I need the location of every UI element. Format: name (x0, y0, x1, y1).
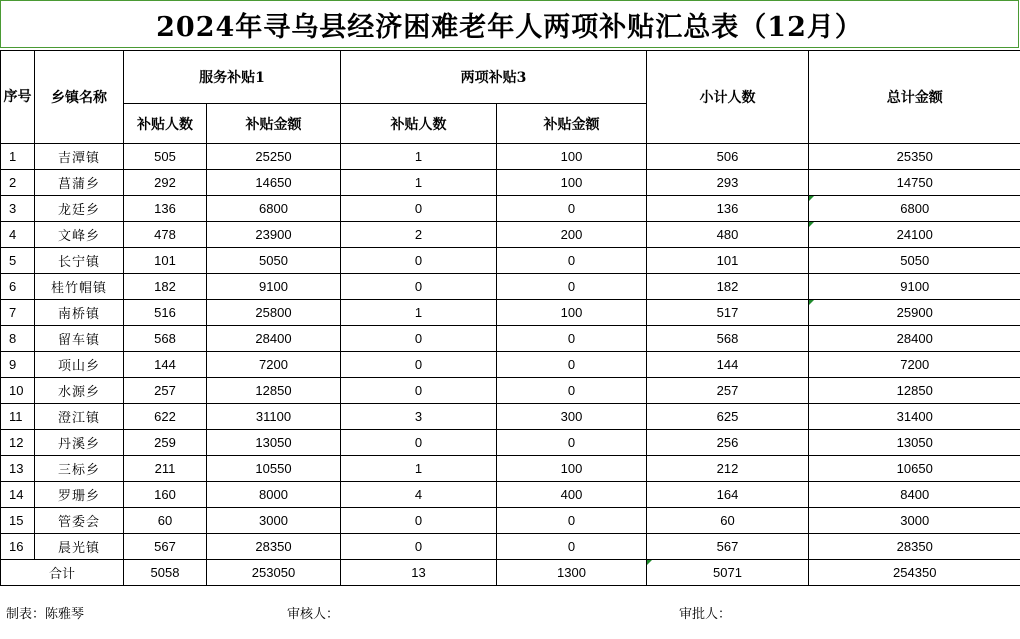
subtotal-people: 136 (647, 196, 809, 222)
two-amount: 100 (497, 456, 647, 482)
row-number: 10 (1, 378, 35, 404)
service-amount: 25800 (207, 300, 341, 326)
town-name: 留车镇 (35, 326, 124, 352)
subtotal-people: 257 (647, 378, 809, 404)
prepared-by: 制表：陈雅琴 (6, 607, 85, 622)
total-amount: 5050 (809, 248, 1020, 274)
row-number: 15 (1, 508, 35, 534)
two-count: 0 (341, 534, 497, 560)
row-number: 13 (1, 456, 35, 482)
header-service-amount: 补贴金额 (207, 104, 341, 144)
totals-service-amount: 253050 (207, 560, 341, 586)
header-service-count: 补贴人数 (124, 104, 207, 144)
row-number: 14 (1, 482, 35, 508)
two-amount: 400 (497, 482, 647, 508)
two-count: 0 (341, 508, 497, 534)
table-row (1, 300, 1020, 326)
table-row (1, 508, 1020, 534)
town-name: 项山乡 (35, 352, 124, 378)
table-row (1, 378, 1020, 404)
table-row (1, 248, 1020, 274)
two-count: 0 (341, 274, 497, 300)
service-count: 516 (124, 300, 207, 326)
two-amount: 300 (497, 404, 647, 430)
two-amount: 0 (497, 508, 647, 534)
service-count: 144 (124, 352, 207, 378)
total-amount: 28350 (809, 534, 1020, 560)
total-amount: 12850 (809, 378, 1020, 404)
two-amount: 0 (497, 534, 647, 560)
header-two-amount: 补贴金额 (497, 104, 647, 144)
town-name: 罗珊乡 (35, 482, 124, 508)
row-number: 1 (1, 144, 35, 170)
row-number: 2 (1, 170, 35, 196)
subtotal-people: 164 (647, 482, 809, 508)
subtotal-people: 182 (647, 274, 809, 300)
two-amount: 200 (497, 222, 647, 248)
two-count: 0 (341, 196, 497, 222)
reviewer: 审核人： (287, 607, 340, 622)
totals-service-count: 5058 (124, 560, 207, 586)
totals-two-count: 13 (341, 560, 497, 586)
service-count: 182 (124, 274, 207, 300)
town-name: 吉潭镇 (35, 144, 124, 170)
row-number: 16 (1, 534, 35, 560)
service-amount: 23900 (207, 222, 341, 248)
town-name: 桂竹帽镇 (35, 274, 124, 300)
two-count: 1 (341, 144, 497, 170)
two-amount: 0 (497, 248, 647, 274)
two-amount: 0 (497, 196, 647, 222)
service-amount: 14650 (207, 170, 341, 196)
service-count: 160 (124, 482, 207, 508)
two-amount: 0 (497, 430, 647, 456)
town-name: 菖蒲乡 (35, 170, 124, 196)
service-amount: 9100 (207, 274, 341, 300)
service-count: 259 (124, 430, 207, 456)
total-amount: 9100 (809, 274, 1020, 300)
two-amount: 0 (497, 274, 647, 300)
row-number: 4 (1, 222, 35, 248)
service-amount: 8000 (207, 482, 341, 508)
total-amount: 10650 (809, 456, 1020, 482)
totals-label: 合计 (1, 560, 124, 586)
two-count: 0 (341, 430, 497, 456)
service-count: 60 (124, 508, 207, 534)
service-amount: 31100 (207, 404, 341, 430)
total-amount: 8400 (809, 482, 1020, 508)
subtotal-people: 256 (647, 430, 809, 456)
total-amount: 14750 (809, 170, 1020, 196)
town-name: 长宁镇 (35, 248, 124, 274)
service-count: 211 (124, 456, 207, 482)
service-amount: 10550 (207, 456, 341, 482)
header-subtotal-people: 小计人数 (647, 51, 809, 144)
two-count: 1 (341, 456, 497, 482)
row-number: 3 (1, 196, 35, 222)
total-amount: 6800 (809, 196, 1020, 222)
subsidy-table (0, 50, 1020, 586)
service-count: 478 (124, 222, 207, 248)
town-name: 澄江镇 (35, 404, 124, 430)
two-count: 0 (341, 378, 497, 404)
sheet-footer (0, 603, 1020, 623)
two-amount: 0 (497, 326, 647, 352)
total-amount: 28400 (809, 326, 1020, 352)
town-name: 管委会 (35, 508, 124, 534)
service-count: 292 (124, 170, 207, 196)
total-amount: 25350 (809, 144, 1020, 170)
table-row (1, 456, 1020, 482)
town-name: 龙廷乡 (35, 196, 124, 222)
sheet-title: 2024年寻乌县经济困难老年人两项补贴汇总表（12月） (0, 0, 1019, 48)
service-count: 622 (124, 404, 207, 430)
total-amount: 7200 (809, 352, 1020, 378)
totals-subtotal-people: 5071 (647, 560, 809, 586)
two-count: 1 (341, 300, 497, 326)
row-number: 7 (1, 300, 35, 326)
two-count: 1 (341, 170, 497, 196)
subtotal-people: 517 (647, 300, 809, 326)
table-row (1, 482, 1020, 508)
town-name: 晨光镇 (35, 534, 124, 560)
table-row (1, 144, 1020, 170)
subtotal-people: 625 (647, 404, 809, 430)
totals-total-amount: 254350 (809, 560, 1020, 586)
subtotal-people: 480 (647, 222, 809, 248)
row-number: 5 (1, 248, 35, 274)
header-two-count: 补贴人数 (341, 104, 497, 144)
subtotal-people: 568 (647, 326, 809, 352)
service-amount: 28400 (207, 326, 341, 352)
two-amount: 100 (497, 170, 647, 196)
table-row (1, 274, 1020, 300)
table-row (1, 326, 1020, 352)
service-amount: 5050 (207, 248, 341, 274)
two-count: 0 (341, 352, 497, 378)
two-count: 2 (341, 222, 497, 248)
town-name: 南桥镇 (35, 300, 124, 326)
table-row (1, 222, 1020, 248)
service-count: 568 (124, 326, 207, 352)
subtotal-people: 506 (647, 144, 809, 170)
table-row (1, 534, 1020, 560)
header-total-amount: 总计金额 (809, 51, 1020, 144)
total-amount: 31400 (809, 404, 1020, 430)
service-count: 136 (124, 196, 207, 222)
totals-two-amount: 1300 (497, 560, 647, 586)
service-amount: 28350 (207, 534, 341, 560)
two-count: 3 (341, 404, 497, 430)
row-number: 8 (1, 326, 35, 352)
two-amount: 100 (497, 144, 647, 170)
subtotal-people: 567 (647, 534, 809, 560)
row-number: 12 (1, 430, 35, 456)
table-row (1, 170, 1020, 196)
two-amount: 0 (497, 378, 647, 404)
row-number: 9 (1, 352, 35, 378)
total-amount: 25900 (809, 300, 1020, 326)
table-row (1, 430, 1020, 456)
town-name: 三标乡 (35, 456, 124, 482)
header-seq: 序号 (1, 51, 35, 144)
service-count: 505 (124, 144, 207, 170)
service-amount: 12850 (207, 378, 341, 404)
header-two-subsidies: 两项补贴3 (341, 51, 647, 104)
subtotal-people: 144 (647, 352, 809, 378)
header-service-subsidy: 服务补贴1 (124, 51, 341, 104)
approver: 审批人： (679, 607, 732, 622)
subtotal-people: 293 (647, 170, 809, 196)
service-amount: 6800 (207, 196, 341, 222)
table-row (1, 196, 1020, 222)
subtotal-people: 60 (647, 508, 809, 534)
service-amount: 7200 (207, 352, 341, 378)
town-name: 水源乡 (35, 378, 124, 404)
table-row (1, 352, 1020, 378)
town-name: 丹溪乡 (35, 430, 124, 456)
town-name: 文峰乡 (35, 222, 124, 248)
row-number: 6 (1, 274, 35, 300)
table-row (1, 404, 1020, 430)
subtotal-people: 101 (647, 248, 809, 274)
header-town: 乡镇名称 (35, 51, 124, 144)
service-count: 567 (124, 534, 207, 560)
two-amount: 100 (497, 300, 647, 326)
total-amount: 13050 (809, 430, 1020, 456)
service-count: 101 (124, 248, 207, 274)
row-number: 11 (1, 404, 35, 430)
service-amount: 3000 (207, 508, 341, 534)
two-count: 0 (341, 326, 497, 352)
two-count: 0 (341, 248, 497, 274)
totals-row (1, 560, 1020, 586)
total-amount: 3000 (809, 508, 1020, 534)
service-amount: 25250 (207, 144, 341, 170)
service-count: 257 (124, 378, 207, 404)
subtotal-people: 212 (647, 456, 809, 482)
total-amount: 24100 (809, 222, 1020, 248)
two-amount: 0 (497, 352, 647, 378)
service-amount: 13050 (207, 430, 341, 456)
two-count: 4 (341, 482, 497, 508)
